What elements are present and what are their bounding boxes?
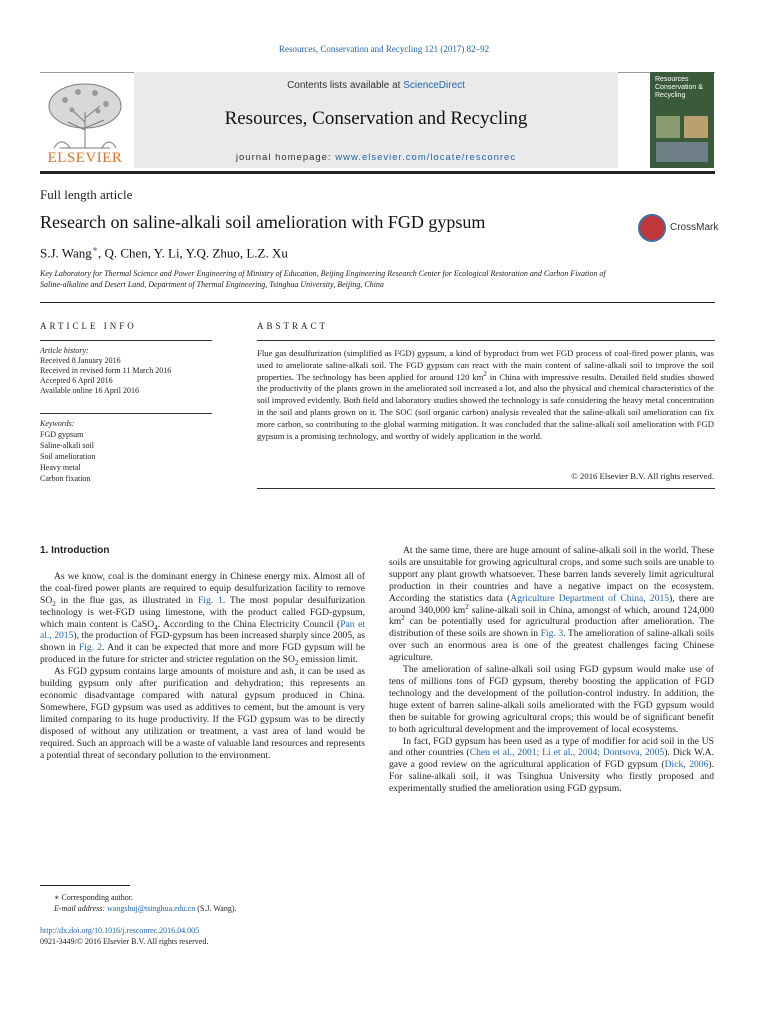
- text-run: can be potentially used for agricultural production after amelioration. The distribution of these soils are shown in: [389, 616, 714, 640]
- body-column-right: [389, 545, 714, 795]
- contents-prefix: Contents lists available at: [287, 80, 404, 91]
- footnote-text: Corresponding author.: [61, 893, 133, 902]
- history-item: Available online 16 April 2016: [40, 386, 139, 395]
- text-run: As we know, coal is the dominant energy in Chinese energy mix. Almost all of the coal-fired power plants are required to equip desulfurization facility to remove SO: [40, 570, 365, 606]
- crossmark-icon: [638, 214, 666, 242]
- keywords: [40, 418, 215, 484]
- divider: [40, 340, 212, 341]
- text-run: . The amelioration of saline-alkali soils over such an enormous area is one of the greatest challenges facing Chinese agriculture.: [389, 628, 714, 664]
- history-item: Received 8 January 2016: [40, 356, 121, 365]
- figure-link[interactable]: Fig. 2: [78, 642, 103, 654]
- paragraph: The amelioration of saline-alkali soil using FGD gypsum would make use of tens of millions tons of FGD gypsum, thereby boosting the application of FGD technology and the development of the pollution-control industry. In addition, the huge extent of barren saline-alkali soils ameliorated with the FGD gypsum would then be suitable for growing agricultural crops; this would be of significant benefit to both agricultural development and the improvement of local ecosystems.: [389, 664, 714, 735]
- author-rest: , Q. Chen, Y. Li, Y.Q. Zhuo, L.Z. Xu: [97, 245, 288, 261]
- abstract-copyright: © 2016 Elsevier B.V. All rights reserved.: [571, 471, 714, 481]
- author-first: S.J. Wang: [40, 245, 92, 261]
- text-run: in the flue gas, as illustrated in: [55, 594, 198, 606]
- citation-link[interactable]: Dick, 2006: [664, 759, 709, 771]
- journal-homepage-link[interactable]: www.elsevier.com/locate/resconrec: [335, 152, 517, 163]
- citation-link[interactable]: Pan et al., 2015: [40, 618, 366, 642]
- divider: [40, 413, 212, 414]
- abstract-text: [257, 348, 714, 442]
- article-title: Research on saline-alkali soil amelioration with FGD gypsum: [40, 212, 486, 232]
- section-heading-introduction: 1. Introduction: [40, 545, 110, 556]
- history-label: Article history:: [40, 346, 89, 355]
- journal-cover-image[interactable]: [650, 72, 714, 168]
- issn-copyright: 0921-3449/© 2016 Elsevier B.V. All rights reserved.: [40, 937, 209, 946]
- divider: [40, 302, 715, 303]
- crossmark-badge[interactable]: [638, 214, 718, 244]
- keyword: Heavy metal: [40, 463, 81, 472]
- homepage-prefix: journal homepage:: [235, 152, 336, 163]
- history-item: Received in revised form 11 March 2016: [40, 366, 172, 375]
- abstract-text-part: in China with impressive results. Detailed field studies showed the productivity of the plants grown in the ameliorated soil increased a lot, and also the physical and chemical characteristics of the soil improved evidently. Both field and laboratory studies showed the technology is safe considering the heavy metal concentration in the soil and plants grown on it. The SOC (soil organic carbon) analysis revealed that the saline-alkali soil amelioration can fix more carbon, so contributing to the global warming mitigation. It was concluded that the saline-alkali soil amelioration with FGD gypsum is a promising technology, and worthy of widely application in the world.: [257, 371, 715, 441]
- paragraph: As FGD gypsum contains large amounts of moisture and ash, it can be used as building gypsum only after purification and dehydration; this represents an economic disadvantage compared with natural gypsum produced in China. Somewhere, FGD gypsum was used as additives to cement, but the amount is very limited comparing to its huge productivity. If the FGD gypsum was to be directly disposed of without any utilization or treatment, a vast area of land would be required. Such an approach will be a waste of valuable land resources and represents a potential threat of secondary pollution to the environment.: [40, 666, 365, 761]
- email-note: [40, 903, 360, 914]
- footnote-rule: [40, 885, 130, 886]
- header-bottom-rule: [40, 171, 715, 174]
- text-run: ), the production of FGD-gypsum has been increased sharply since 2005, as shown in: [40, 630, 365, 654]
- text-run: saline-alkali soil in China, amongst of which, around 124,000 km: [389, 604, 714, 628]
- journal-name: Resources, Conservation and Recycling: [224, 108, 528, 129]
- divider: [257, 488, 715, 489]
- cover-title: Resources Conservation & Recycling: [655, 76, 703, 99]
- corresponding-author-mark[interactable]: ∗: [91, 244, 98, 254]
- cover-photo-2: [684, 116, 708, 138]
- journal-citation[interactable]: Resources, Conservation and Recycling 121 (2017) 82–92: [278, 44, 490, 54]
- body-column-left: [40, 545, 365, 761]
- sciencedirect-link[interactable]: ScienceDirect: [403, 80, 465, 91]
- superscript: 2: [465, 602, 469, 611]
- text-run: . According to the China Electricity Council (: [157, 618, 341, 630]
- keyword: Carbon fixation: [40, 474, 91, 483]
- keyword: FGD gypsum: [40, 430, 84, 439]
- article-type: Full length article: [40, 187, 133, 202]
- email-label: E-mail address:: [54, 904, 108, 913]
- superscript: 2: [401, 614, 405, 623]
- cover-photo-1: [656, 116, 680, 138]
- doi-link[interactable]: http://dx.doi.org/10.1016/j.resconrec.2016.04.005: [40, 926, 200, 935]
- divider: [257, 340, 715, 341]
- figure-link[interactable]: Fig. 1: [197, 594, 223, 606]
- footnote: [40, 892, 360, 914]
- contents-available-line: [134, 80, 618, 91]
- paragraph: [40, 571, 365, 666]
- article-info-heading: ARTICLE INFO: [40, 321, 137, 331]
- email-link[interactable]: wangshuj@tsinghua.edu.cn: [107, 904, 196, 913]
- author-affiliation: Key Laboratory for Thermal Science and Power Engineering of Ministry of Education, Beijing Engineering Research Center for Ecological Restoration and Carbon Fixation of Saline-alkaline and Desert Land, Department of Thermal Engineering, Tsinghua University, Beijing, China: [40, 269, 606, 289]
- text-run: ). For saline-alkali soil, it was Tsinghua University who firstly proposed and experimentally studied the amelioration using FGD gypsum.: [389, 759, 714, 795]
- footnote-mark: ∗: [54, 893, 60, 902]
- text-run: At the same time, there are huge amount of saline-alkali soil in the world. These soils are unsuitable for growing agricultural crops, and some such soils are unable to support any plant growth whatsoever. These barren lands severely limit agricultural production in their countries and have a negative impact on the ecosystem. According the statistics data (: [389, 545, 714, 604]
- footnote-text: (S.J. Wang).: [195, 904, 237, 913]
- subscript: 2: [294, 659, 299, 668]
- keyword: Saline-alkali soil: [40, 441, 94, 450]
- subscript: 4: [154, 623, 158, 632]
- text-run: . The most popular desulfurization technology is wet-FGD using limestone, with the product called FGD-gypsum, which main content is CaSO: [40, 594, 365, 630]
- text-run: In fact, FGD gypsum has been used as a type of modifier for acid soil in the US and other countries (: [389, 735, 714, 759]
- citation-link[interactable]: Agriculture Department of China, 2015: [510, 592, 670, 604]
- history-item: Accepted 6 April 2016: [40, 376, 113, 385]
- journal-homepage-line: [134, 152, 618, 163]
- cover-photo-3: [656, 142, 708, 162]
- subscript: 2: [52, 599, 56, 608]
- text-run: . And it can be expected that more and more FGD gypsum will be produced in the future for stricter and stricter regulation on the SO: [40, 642, 365, 666]
- keyword: Soil amelioration: [40, 452, 96, 461]
- figure-link[interactable]: Fig. 3: [540, 628, 564, 640]
- text-run: ), there are around 340,000 km: [389, 592, 715, 616]
- paragraph: [389, 736, 714, 796]
- abstract-text-part: Flue gas desulfurization (simplified as FGD) gypsum, a kind of byproduct from wet FGD process of coal-fired power plants, was used to ameliorate saline-alkali soil. The FGD gypsum can react with the main content of saline-alkali soil to improve the soil properties. The technology has been applied for around 120 km: [257, 348, 714, 382]
- superscript: 2: [483, 369, 487, 378]
- text-run: emission limit.: [298, 654, 358, 666]
- author-list: [40, 244, 288, 261]
- elsevier-wordmark: ELSEVIER: [47, 150, 123, 166]
- corresponding-author-note: [40, 892, 360, 903]
- paragraph: [389, 545, 714, 664]
- text-run: ). Dick W.A. gave a good review on the agricultural application of FGD gypsum (: [389, 747, 715, 771]
- citation-link[interactable]: Chen et al., 2001; Li et al., 2004; Dontsova, 2005: [469, 747, 665, 759]
- article-history: [40, 346, 215, 396]
- abstract-heading: ABSTRACT: [257, 321, 329, 331]
- keywords-label: Keywords:: [40, 419, 75, 428]
- crossmark-label: CrossMark: [670, 222, 719, 233]
- doi-block: [40, 925, 360, 947]
